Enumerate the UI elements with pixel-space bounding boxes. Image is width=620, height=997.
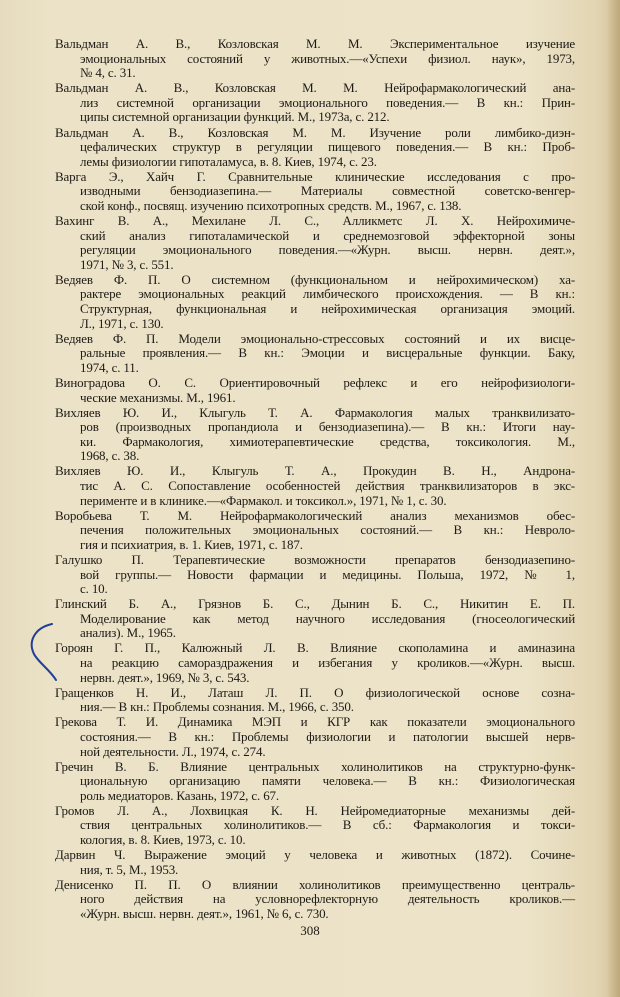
entry-line: изводными бензодиазепина.— Материалы совместной советско-венгер- bbox=[80, 183, 575, 199]
entry-line: Громов Л. А., Лохвицкая К. Н. Нейромедиаторные механизмы дей- bbox=[55, 802, 575, 818]
entry-line: кология, в. 8. Киев, 1973, с. 10. bbox=[80, 832, 246, 848]
entry-line: Ведяев Ф. П. О системном (функциональном и нейрохимическом) ха- bbox=[55, 271, 575, 287]
entry-line: вой группы.— Новости фармации и медицины. Польша, 1972, № 1, bbox=[80, 566, 575, 582]
entry-line: Вальдман А. В., Козловская М. М. Изучение роли лимбико-диэн- bbox=[55, 124, 575, 140]
bibliography-entry bbox=[55, 760, 575, 804]
entry-line: анализ). М., 1965. bbox=[80, 625, 176, 641]
entry-line: «Журн. высш. нервн. деят.», 1961, № 6, с. 730. bbox=[80, 905, 329, 921]
entry-line: Дарвин Ч. Выражение эмоций у человека и животных (1872). Сочине- bbox=[55, 847, 575, 863]
entry-line: состояния.— В кн.: Проблемы физиологии и патологии высшей нерв- bbox=[80, 728, 575, 744]
entry-line: ческие механизмы. М., 1961. bbox=[80, 389, 236, 405]
entry-line: ской конф., посвящ. изучению психотропных средств. М., 1967, с. 138. bbox=[80, 197, 462, 213]
entry-line: Структурная, функциональная и нейрохимическая организация эмоций. bbox=[80, 301, 575, 317]
entry-line: № 4, с. 31. bbox=[80, 65, 136, 81]
bibliography-entry bbox=[55, 81, 575, 125]
entry-line: Гречин В. Б. Влияние центральных холинолитиков на структурно-функ- bbox=[55, 758, 575, 774]
entry-line: 1974, с. 11. bbox=[80, 359, 139, 375]
bibliography-entry bbox=[55, 553, 575, 597]
entry-line: Ведяев Ф. П. Модели эмоционально-стрессовых состояний и их висце- bbox=[55, 330, 575, 346]
entry-line: Л., 1971, с. 130. bbox=[80, 315, 164, 331]
entry-line: Виноградова О. С. Ориентировочный рефлекс и его нейрофизиологи- bbox=[55, 374, 575, 390]
entry-line: Гороян Г. П., Калюжный Л. В. Влияние скополамина и аминазина bbox=[55, 640, 575, 656]
entry-line: ров (производных пропандиола и бензодиазепина).— В кн.: Итоги нау- bbox=[80, 419, 575, 435]
entry-line: Вальдман А. В., Козловская М. М. Нейрофармакологический ана- bbox=[55, 80, 575, 96]
entry-line: ципы системной организации функций. М., 1973а, с. 212. bbox=[80, 109, 390, 125]
bibliography-entry bbox=[55, 641, 575, 685]
entry-line: рактере эмоциональных реакций лимбического происхождения. — В кн.: bbox=[80, 286, 575, 302]
entry-line: ки. Фармакология, химиотерапевтические средства, токсикология. М., bbox=[80, 433, 575, 449]
entry-line: перименте и в клинике.—«Фармакол. и токсикол.», 1971, № 1, с. 30. bbox=[80, 492, 447, 508]
entry-line: ния.— В кн.: Проблемы сознания. М., 1966, с. 350. bbox=[80, 699, 354, 715]
entry-line: ного действия на условнорефлекторную деятельность кроликов.— bbox=[80, 891, 575, 907]
entry-line: Вальдман А. В., Козловская М. М. Экспериментальное изучение bbox=[55, 36, 575, 51]
entry-line: Вахинг В. А., Мехилане Л. С., Алликметс Л. Х. Нейрохимиче- bbox=[55, 213, 575, 228]
bibliography-entry bbox=[55, 686, 575, 715]
pen-bracket-mark bbox=[22, 620, 62, 690]
bibliography-entry bbox=[55, 464, 575, 508]
entry-line: лемы физиологии гипоталамуса, в. 8. Киев, 1974, с. 23. bbox=[80, 153, 377, 169]
bibliography-entry bbox=[55, 848, 575, 877]
bibliography-entry bbox=[55, 332, 575, 376]
entry-line: на реакцию самораздражения и избегания у кроликов.—«Журн. высш. bbox=[80, 655, 575, 671]
bibliography-entry bbox=[55, 376, 575, 405]
entry-line: регуляции эмоционального поведения.—«Журн. высш. нервн. деят.», bbox=[80, 242, 575, 258]
entry-line: ральные проявления.— В кн.: Эмоции и висцеральные функции. Баку, bbox=[80, 345, 575, 361]
entry-line: печения положительных эмоциональных состояний.— В кн.: Невроло- bbox=[80, 522, 575, 538]
entry-line: цефалических структур в регуляции пищевого поведения.— В кн.: Проб- bbox=[80, 139, 575, 155]
entry-line: Денисенко П. П. О влиянии холинолитиков преимущественно централь- bbox=[55, 876, 575, 892]
entry-line: Воробьева Т. М. Нейрофармакологический анализ механизмов обес- bbox=[55, 507, 575, 523]
entry-line: циональную организацию памяти человека.— В кн.: Физиологическая bbox=[80, 773, 575, 789]
bibliography-entry bbox=[55, 509, 575, 553]
bibliography-entry bbox=[55, 804, 575, 848]
entry-line: 1971, № 3, с. 551. bbox=[80, 256, 174, 272]
bibliography-entry bbox=[55, 878, 575, 922]
entry-line: Глинский Б. А., Грязнов Б. С., Дынин Б. С., Никитин Е. П. bbox=[55, 596, 575, 612]
entry-line: Грекова Т. И. Динамика МЭП и КГР как показатели эмоционального bbox=[55, 714, 575, 730]
entry-line: Галушко П. Терапевтические возможности препаратов бензодиазепино- bbox=[55, 551, 575, 567]
bibliography-list bbox=[0, 36, 620, 921]
entry-line: ной деятельности. Л., 1974, с. 274. bbox=[80, 743, 266, 759]
entry-line: ствия центральных холинолитиков.— В сб.: Фармакология и токси- bbox=[80, 817, 575, 833]
entry-line: тис А. С. Сопоставление особенностей действия транквилизаторов в экс- bbox=[80, 478, 575, 494]
entry-line: Вихляев Ю. И., Клыгуль Т. А. Фармакология малых транквилизато- bbox=[55, 404, 575, 420]
bibliography-entry bbox=[55, 170, 575, 214]
entry-line: лиз системной организации эмоционального поведения.— В кн.: Прин- bbox=[80, 94, 575, 110]
entry-line: 1968, с. 38. bbox=[80, 448, 140, 464]
bibliography-entry bbox=[55, 597, 575, 641]
entry-line: ния, т. 5, М., 1953. bbox=[80, 861, 179, 877]
entry-line: Вихляев Ю. И., Клыгуль Т. А., Прокудин В. Н., Андрона- bbox=[55, 463, 575, 479]
entry-line: Варга Э., Хайч Г. Сравнительные клинические исследования с про- bbox=[55, 168, 575, 184]
entry-line: роль медиаторов. Казань, 1972, с. 67. bbox=[80, 787, 280, 803]
entry-line: эмоциональных состояний у животных.—«Успехи физиол. наук», 1973, bbox=[80, 50, 575, 66]
bibliography-entry bbox=[55, 715, 575, 759]
entry-line: гия и психиатрия, в. 1. Киев, 1971, с. 187. bbox=[80, 536, 303, 552]
bibliography-entry bbox=[55, 37, 575, 81]
page-number: 308 bbox=[300, 923, 320, 938]
bibliography-entry bbox=[55, 273, 575, 331]
entry-line: с. 10. bbox=[80, 581, 108, 597]
bibliography-entry bbox=[55, 126, 575, 170]
entry-line: нервн. деят.», 1969, № 3, с. 543. bbox=[80, 669, 250, 685]
entry-line: ский анализ гипоталамической и среднемозговой эффекторной зоны bbox=[80, 227, 575, 243]
entry-line: Моделирование как метод научного исследования (гносеологический bbox=[80, 610, 575, 626]
bibliography-entry bbox=[55, 214, 575, 272]
entry-line: Гращенков Н. И., Латаш Л. П. О физиологической основе созна- bbox=[55, 684, 575, 700]
bibliography-entry bbox=[55, 406, 575, 464]
